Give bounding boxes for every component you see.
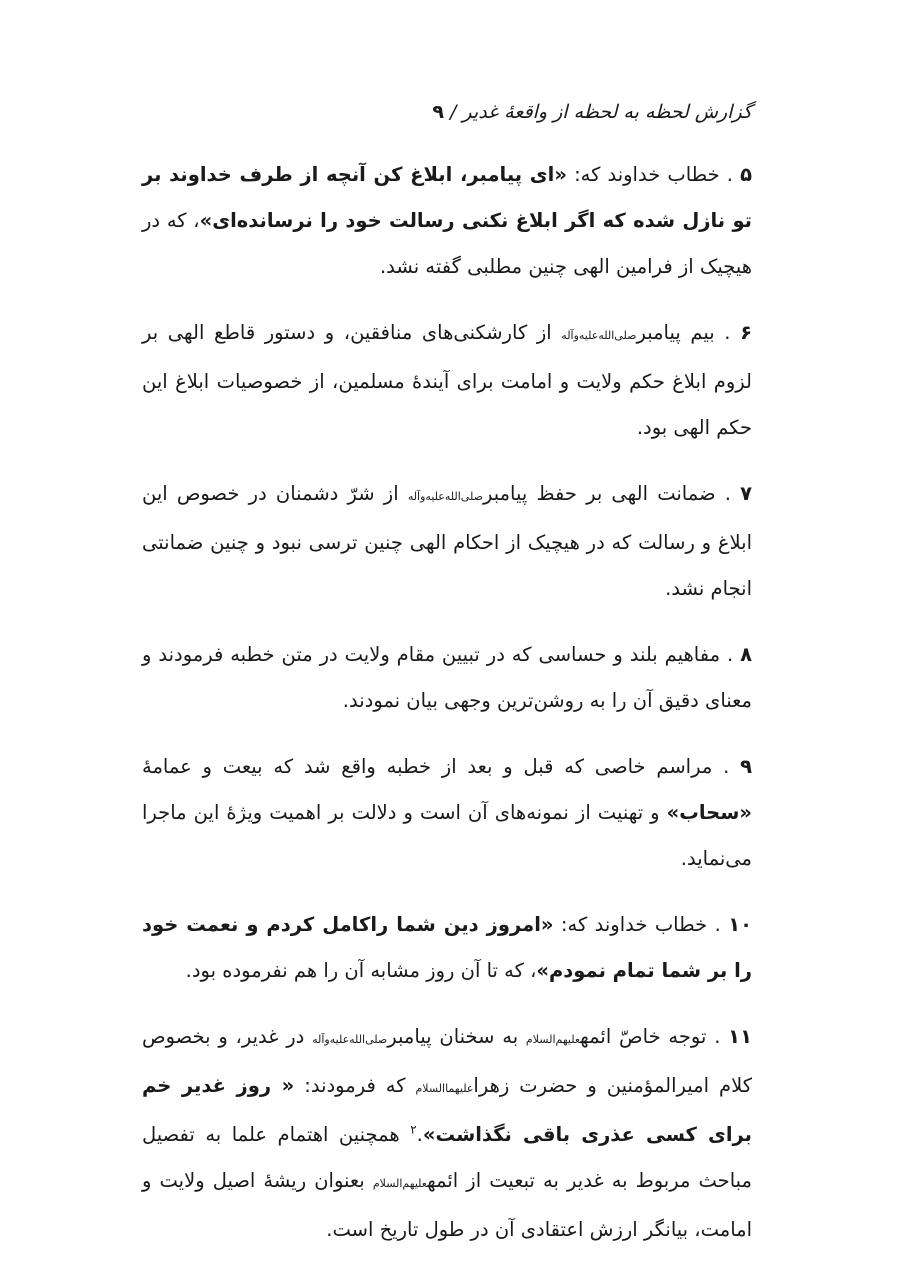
paragraph-text: و تهنیت از نمونه‌های آن است و دلالت بر اهمیت ویژۀ این ماجرا می‌نماید. xyxy=(142,801,752,870)
quoted-verse: «امروز دین شما راکامل کردم و نعمت خود را بر شما تمام نمودم» xyxy=(142,913,752,982)
paragraph-text: در غدیر، و بخصوص کلام امیرالمؤمنین و حضرت زهرا xyxy=(142,1025,752,1097)
paragraph-text: از شرّ دشمنان در خصوص این ابلاغ و رسالت که در هیچیک از احکام الهی چنین ترسی نبود و چنین ضمانتی انجام نشد. xyxy=(142,482,752,600)
running-header-title: گزارش لحظه به لحظه از واقعۀ غدیر xyxy=(462,101,752,123)
paragraph-number: ۹ xyxy=(740,755,752,778)
paragraph-۷ xyxy=(142,471,752,612)
paragraph-۱۰ xyxy=(142,902,752,994)
paragraph-text: . مفاهیم بلند و حساسی که در تبیین مقام ولایت در متن خطبه فرمودند و معنای دقیق آن را به روشن‌ترین وجهی بیان نمودند. xyxy=(142,643,752,712)
paragraph-text: . بیم پیامبر xyxy=(636,321,741,344)
paragraph-۹ xyxy=(142,744,752,882)
paragraph-number: ۵ xyxy=(740,163,753,186)
honorific: علیهم‌السلام xyxy=(372,1177,428,1190)
page-number: ۹ xyxy=(432,101,444,123)
paragraph-۸ xyxy=(142,632,752,724)
footnote-marker: ۲ xyxy=(410,1122,417,1137)
quoted-verse: « روز غدیر خم برای کسی عذری باقی نگذاشت» xyxy=(142,1074,752,1146)
paragraph-text: ، که در هیچیک از فرامین الهی چنین مطلبی گفته نشد. xyxy=(142,209,752,278)
paragraph-number: ۱۱ xyxy=(728,1025,752,1048)
paragraph-text: که فرمودند: xyxy=(294,1074,416,1097)
paragraph-۵ xyxy=(142,152,752,290)
honorific: صلی‌الله‌علیه‌وآله xyxy=(561,329,637,342)
paragraph-number: ۷ xyxy=(740,482,752,505)
paragraph-text: . ضمانت الهی بر حفظ پیامبر xyxy=(482,482,741,505)
paragraph-text: . خطاب خداوند که: xyxy=(566,163,741,186)
paragraph-text: . خطاب خداوند که: xyxy=(553,913,729,936)
paragraph-text: . xyxy=(416,1123,423,1146)
honorific: صلی‌الله‌علیه‌وآله xyxy=(312,1033,388,1046)
paragraph-text: از کارشکنی‌های منافقین، و دستور قاطع الهی بر لزوم ابلاغ حکم ولایت و امامت برای آیندۀ مسلمین، از خصوصیات ابلاغ این حکم الهی بود. xyxy=(142,321,752,439)
body-text xyxy=(142,152,752,1273)
paragraph-۱۱ xyxy=(142,1014,752,1253)
paragraph-text: . توجه خاصّ ائمه xyxy=(580,1025,729,1048)
running-header xyxy=(148,92,752,132)
paragraph-text: همچنین اهتمام علما به تفصیل مباحث مربوط به غدیر به تبعیت از ائمه xyxy=(142,1123,752,1192)
honorific: صلی‌الله‌علیه‌وآله xyxy=(407,490,483,503)
paragraph-number: ۶ xyxy=(740,321,752,344)
paragraph-text: به سخنان پیامبر xyxy=(387,1025,526,1048)
paragraph-۶ xyxy=(142,310,752,451)
paragraph-text: بعنوان ریشۀ اصیل ولایت و امامت، بیانگر ارزش اعتقادی آن در طول تاریخ است. xyxy=(142,1169,752,1241)
honorific: علیهماالسلام xyxy=(415,1082,474,1095)
header-separator: / xyxy=(443,101,463,123)
paragraph-text: ، که تا آن روز مشابه آن را هم نفرموده بود. xyxy=(185,959,537,982)
quoted-verse: «سحاب» xyxy=(666,801,752,824)
paragraph-number: ۱۰ xyxy=(728,913,752,936)
honorific: علیهم‌السلام xyxy=(525,1033,581,1046)
paragraph-number: ۸ xyxy=(740,643,752,666)
quoted-verse: «ای پیامبر، ابلاغ کن آنچه از طرف خداوند بر تو نازل شده که اگر ابلاغ نکنی رسالت خود را نرسانده‌ای» xyxy=(142,163,753,232)
paragraph-text: . مراسم خاصی که قبل و بعد از خطبه واقع شد که بیعت و عمامۀ xyxy=(142,755,741,778)
